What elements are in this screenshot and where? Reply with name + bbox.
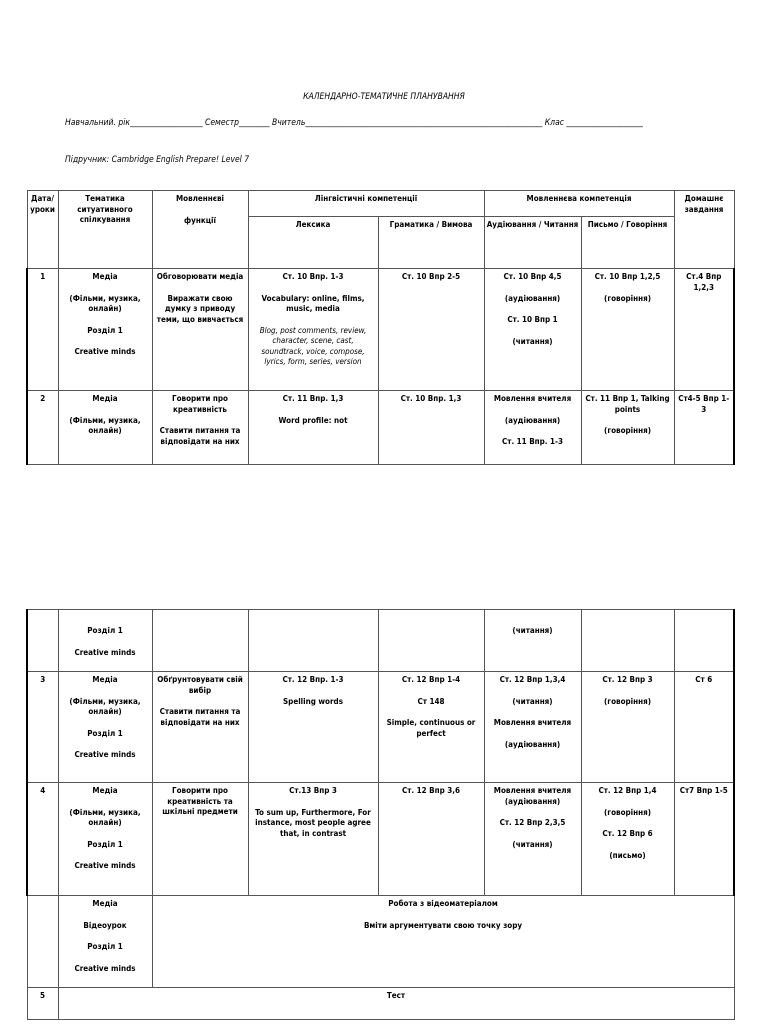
header-linguistic: Лінгвістичні компетенції: [248, 191, 484, 217]
lesson-number: 2: [27, 391, 58, 465]
info-line: Навчальний. рік___________________ Семестр________ Вчитель______________________________________________________________ Клас ____________________: [65, 118, 643, 128]
theme-line: Розділ 1: [87, 626, 123, 635]
vocab-line: Spelling words: [283, 696, 343, 706]
theme-line: Creative minds: [74, 750, 136, 759]
homework-cell: Ст 6: [674, 672, 734, 783]
theme-line: (Фільми, музика, онлайн): [69, 807, 141, 827]
video-lesson-cell: [152, 896, 734, 988]
function-line: Ставити питання та відповідати на них: [159, 707, 241, 727]
listening-line: Ст. 12 Впр 1,3,4: [499, 675, 566, 684]
theme-line: (Фільми, музика, онлайн): [69, 696, 141, 716]
video-lesson-title: Робота з відеоматеріалом: [388, 899, 498, 908]
vocab-cell: [248, 783, 378, 896]
lesson-number: [27, 610, 58, 672]
header-functions-line-1: Мовленнєві: [175, 194, 225, 203]
schedule-table-page-1: [26, 190, 735, 465]
lesson-number: [27, 896, 58, 988]
theme-cell: [58, 672, 152, 783]
lesson-number: 3: [27, 672, 58, 783]
theme-line: Відеоурок: [83, 920, 127, 930]
grammar-line: Ст 148: [417, 696, 445, 706]
grammar-cell: [378, 610, 484, 672]
writing-line: (говоріння): [604, 696, 651, 706]
functions-cell: [152, 610, 248, 672]
homework-cell: Ст7 Впр 1-5: [674, 783, 734, 896]
document-title: КАЛЕНДАРНО-ТЕМАТИЧНЕ ПЛАНУВАННЯ: [303, 92, 465, 102]
writing-cell: [581, 672, 674, 783]
listening-line: (читання): [512, 696, 553, 706]
header-functions-line-2: функції: [184, 215, 216, 225]
lesson-number: 5: [27, 988, 58, 1020]
writing-cell: [581, 783, 674, 896]
vocab-cell: [248, 610, 378, 672]
listening-line: (аудіювання): [504, 415, 561, 425]
listening-line: (читання): [512, 336, 553, 346]
theme-line: Creative minds: [74, 647, 136, 657]
test-cell: Тест: [58, 988, 734, 1020]
header-listening: Аудіювання / Читання: [484, 217, 581, 269]
header-date: Дата/ уроки: [27, 191, 58, 269]
writing-line: Ст. 12 Впр 1,4: [598, 786, 657, 795]
listening-cell: [484, 672, 581, 783]
function-line: Говорити про креативність: [171, 394, 228, 414]
grammar-line: Ст. 12 Впр 1-4: [401, 675, 461, 684]
listening-line: Ст. 11 Впр. 1-3: [501, 437, 564, 446]
theme-line: Creative minds: [74, 963, 136, 973]
writing-line: (письмо): [609, 850, 646, 860]
schedule-table-page-2: [26, 609, 735, 1020]
functions-cell: [152, 672, 248, 783]
function-line: Говорити про креативність та шкільні предмети: [162, 786, 238, 816]
writing-line: Ст. 11 Впр 1, Talking points: [585, 394, 670, 414]
function-line: Ставити питання та відповідати на них: [159, 426, 241, 446]
lesson-number: 4: [27, 783, 58, 896]
theme-line: (Фільми, музика, онлайн): [69, 415, 141, 435]
table-row: [27, 896, 734, 988]
listening-line: Ст. 10 Впр 1: [507, 315, 558, 324]
header-vocab: Лексика: [248, 217, 378, 269]
vocab-cell: [248, 672, 378, 783]
vocab-line: To sum up, Furthermore, For instance, most people agree that, in contrast: [255, 807, 371, 838]
writing-line: Ст. 10 Впр 1,2,5: [594, 272, 661, 281]
vocab-line: Word profile: not: [278, 415, 348, 425]
theme-cell: [58, 783, 152, 896]
listening-cell: (читання): [484, 610, 581, 672]
grammar-line: Ст. 10 Впр 2-5: [401, 272, 461, 281]
listening-line: (читання): [512, 839, 553, 849]
table-row: [27, 269, 734, 391]
theme-cell: [58, 269, 152, 391]
theme-cell: [58, 896, 152, 988]
homework-cell: [674, 610, 734, 672]
listening-line: Ст. 12 Впр 2,3,5: [499, 818, 566, 827]
vocab-line: Vocabulary: online, films, music, media: [261, 293, 365, 313]
homework-cell: Ст4-5 Впр 1-3: [674, 391, 734, 465]
writing-cell: [581, 391, 674, 465]
theme-line: Розділ 1: [87, 839, 123, 849]
lesson-number: 1: [27, 269, 58, 391]
grammar-cell: [378, 269, 484, 391]
header-grammar: Граматика / Вимова: [378, 217, 484, 269]
writing-line: Ст. 12 Впр 6: [602, 829, 653, 838]
theme-line: Медіа: [92, 394, 118, 403]
functions-cell: [152, 391, 248, 465]
writing-cell: [581, 269, 674, 391]
theme-line: (Фільми, музика, онлайн): [69, 293, 141, 313]
theme-line: Медіа: [92, 272, 118, 281]
vocab-words: Blog, post comments, review, character, scene, cast, soundtrack, voice, compose, lyrics, form, series, version: [259, 325, 367, 366]
theme-cell: [58, 610, 152, 672]
vocab-line: Ст. 10 Впр. 1-3: [282, 272, 344, 281]
writing-cell: [581, 610, 674, 672]
grammar-cell: Ст. 10 Впр. 1,3: [378, 391, 484, 465]
header-homework: Домашнє завдання: [674, 191, 734, 269]
textbook-line: Підручник: Cambridge English Prepare! Level 7: [65, 155, 250, 165]
listening-line: Мовлення вчителя (аудіювання): [493, 786, 572, 806]
table-row: [27, 672, 734, 783]
grammar-line: Simple, continuous or perfect: [386, 718, 476, 738]
homework-cell: Ст.4 Впр 1,2,3: [674, 269, 734, 391]
theme-line: Медіа: [92, 675, 118, 684]
theme-line: Медіа: [92, 899, 118, 908]
theme-line: Creative minds: [74, 861, 136, 870]
listening-cell: [484, 269, 581, 391]
listening-line: Мовлення вчителя: [493, 394, 572, 403]
theme-line: Розділ 1: [87, 728, 123, 738]
table-row: [27, 783, 734, 896]
theme-line: Creative minds: [74, 347, 136, 356]
grammar-cell: [378, 672, 484, 783]
writing-line: Ст. 12 Впр 3: [602, 675, 653, 684]
writing-line: (говоріння): [604, 807, 651, 817]
theme-line: Медіа: [92, 786, 118, 795]
writing-line: (говоріння): [604, 426, 651, 435]
vocab-cell: [248, 269, 378, 391]
header-writing: Письмо / Говоріння: [581, 217, 674, 269]
header-speech: Мовленнєва компетенція: [484, 191, 674, 217]
function-line: Виражати свою думку з приводу теми, що вивчається: [156, 293, 244, 324]
vocab-line: Ст.13 Впр 3: [289, 786, 337, 795]
functions-cell: [152, 269, 248, 391]
writing-line: (говоріння): [604, 293, 651, 303]
listening-cell: [484, 783, 581, 896]
listening-cell: [484, 391, 581, 465]
vocab-line: Ст. 12 Впр. 1-3: [282, 675, 344, 684]
grammar-cell: Ст. 12 Впр 3,6: [378, 783, 484, 896]
header-theme: Тематика ситуативного спілкування: [58, 191, 152, 269]
function-line: Обговорювати медіа: [156, 272, 244, 281]
vocab-line: Ст. 11 Впр. 1,3: [282, 394, 344, 403]
theme-line: Розділ 1: [87, 325, 123, 335]
listening-line: Мовлення вчителя: [493, 718, 572, 727]
listening-line: (аудіювання): [504, 293, 561, 303]
theme-line: Розділ 1: [87, 942, 123, 951]
listening-line: Ст. 10 Впр 4,5: [503, 272, 562, 281]
table-row: [27, 610, 734, 672]
table-row: [27, 391, 734, 465]
listening-line: (аудіювання): [504, 739, 561, 749]
theme-cell: [58, 391, 152, 465]
video-lesson-goal: Вміти аргументувати свою точку зору: [363, 920, 523, 930]
vocab-cell: [248, 391, 378, 465]
header-functions: [152, 191, 248, 269]
function-line: Обґрунтовувати свій вибір: [157, 675, 243, 695]
functions-cell: [152, 783, 248, 896]
table-row: [27, 988, 734, 1020]
